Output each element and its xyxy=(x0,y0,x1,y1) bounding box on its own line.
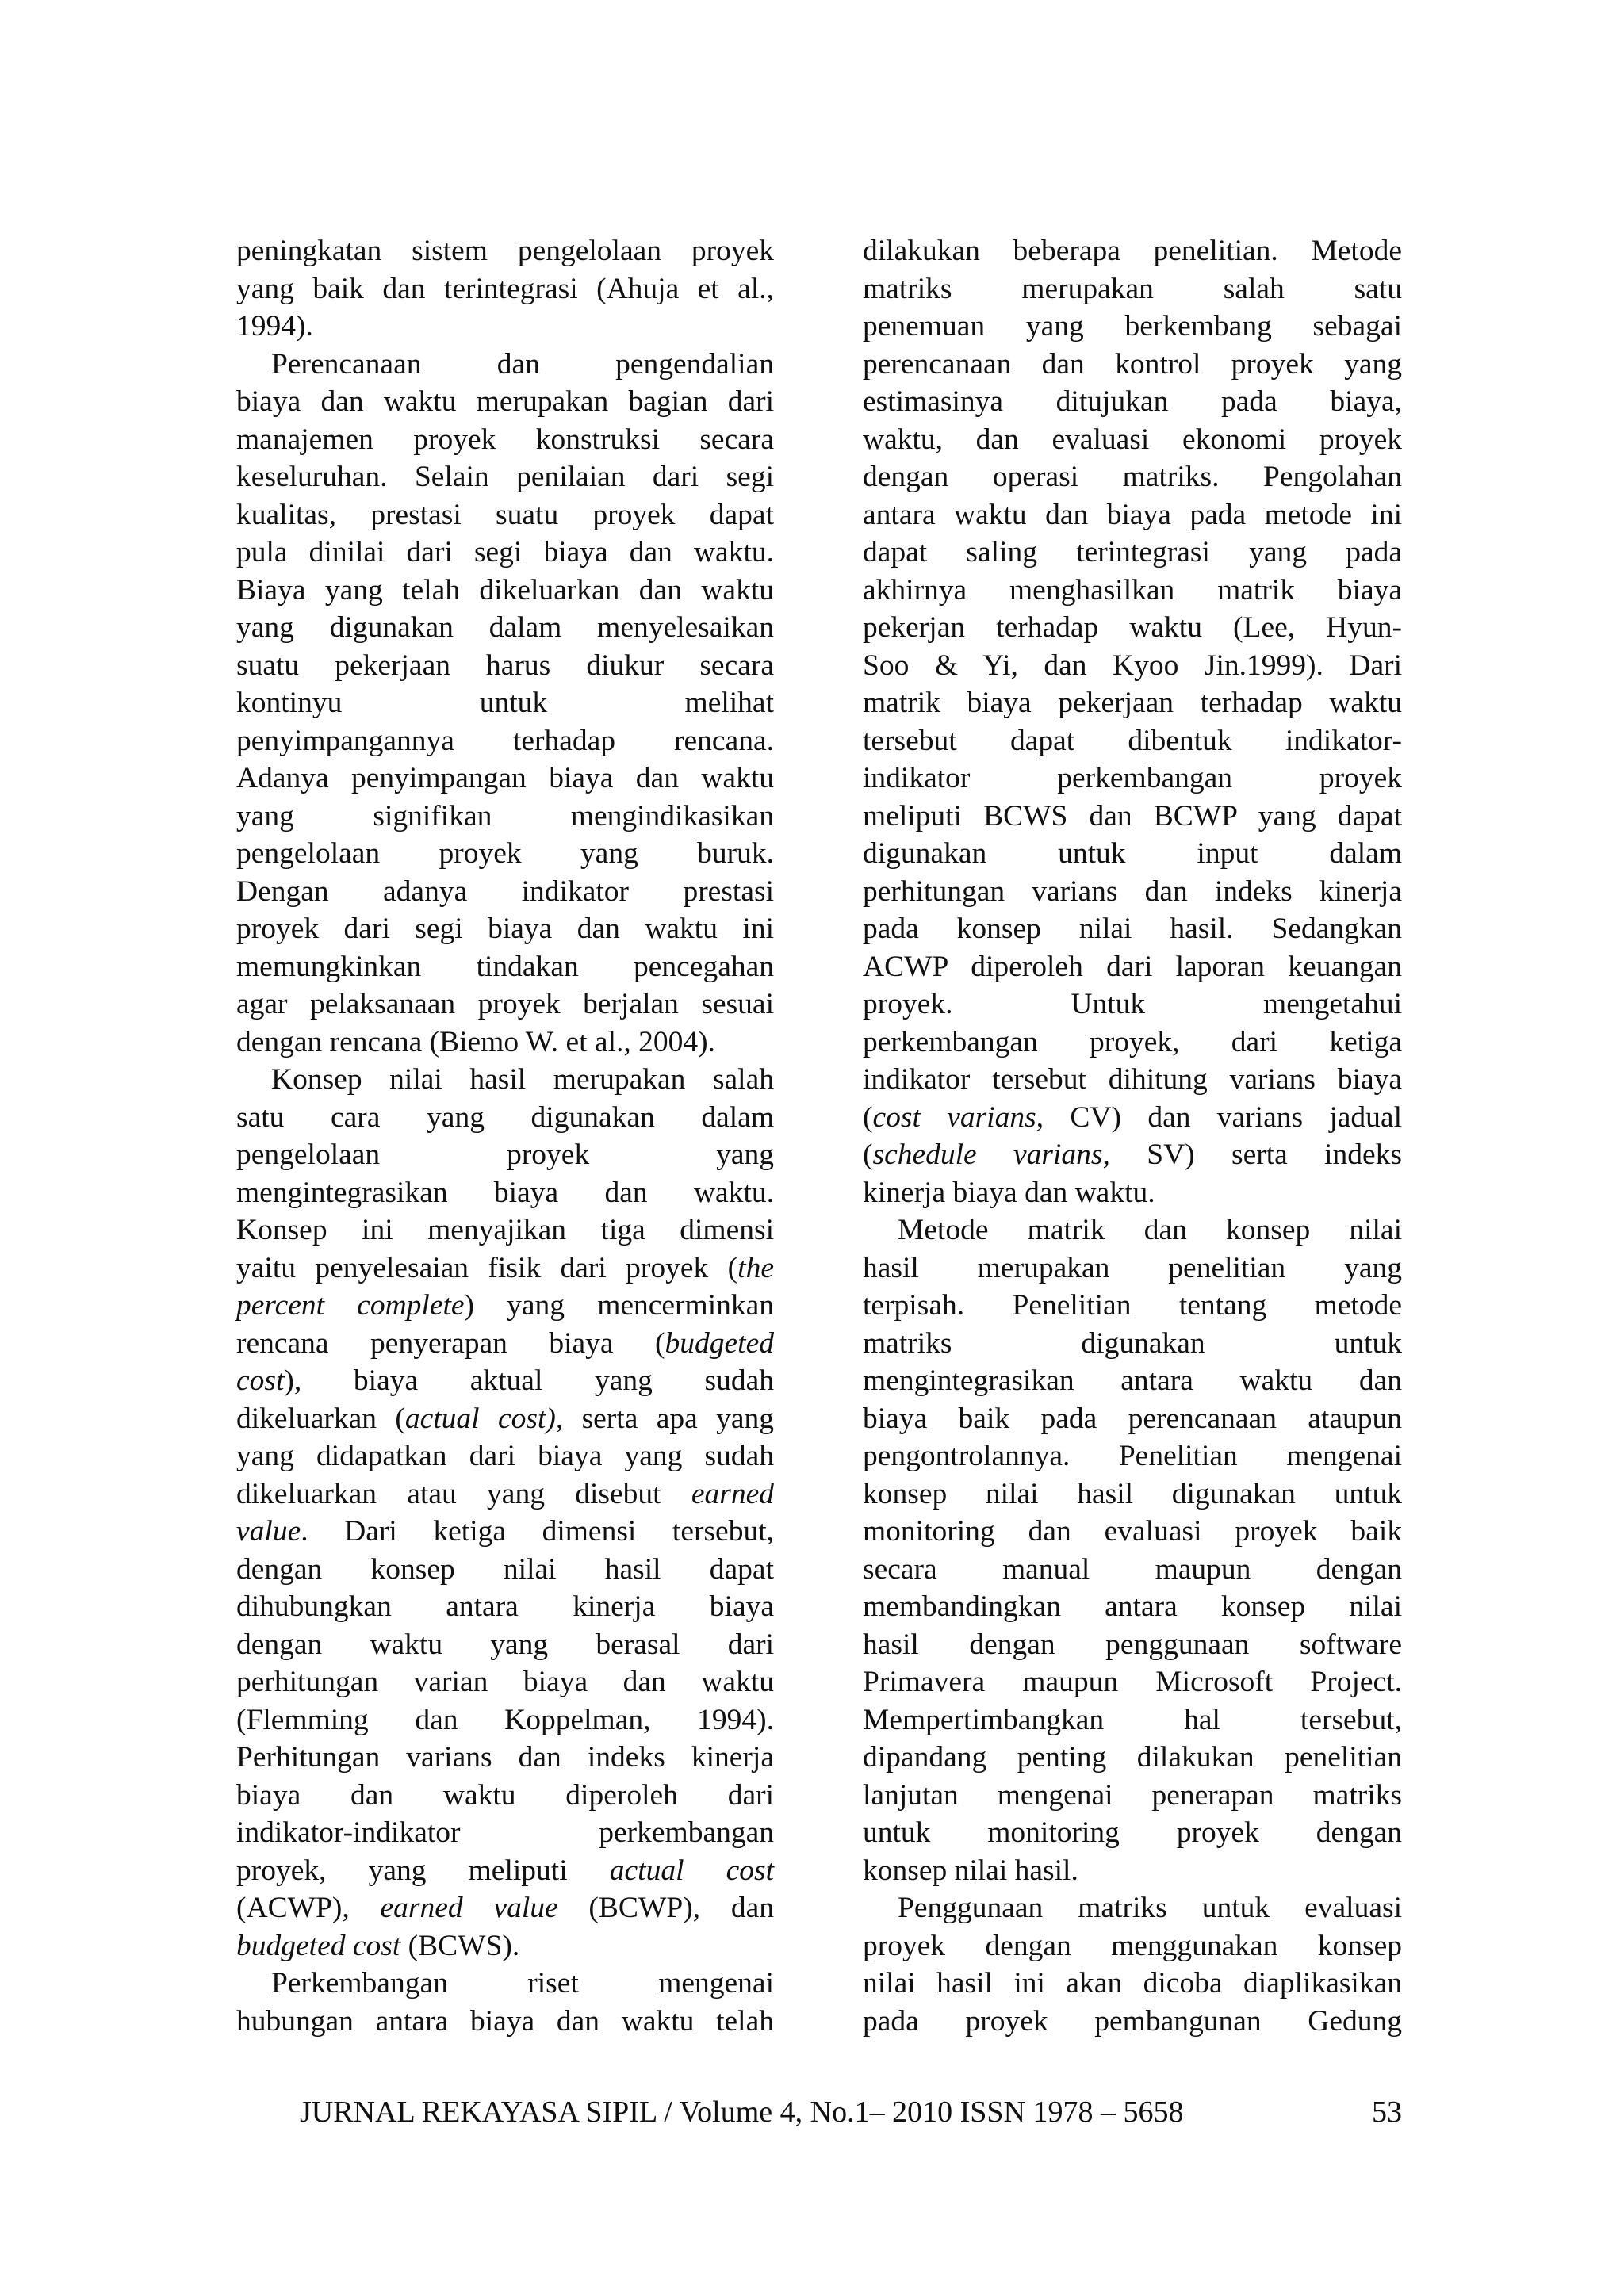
right-text-line: Mempertimbangkan hal tersebut, xyxy=(863,1703,1402,1736)
italic-term: cost xyxy=(236,1364,285,1397)
left-text-line: memungkinkan tindakan pencegahan xyxy=(236,950,774,983)
right-text-line: konsep nilai hasil digunakan untuk xyxy=(863,1477,1402,1510)
left-text-line: budgeted cost (BCWS). xyxy=(236,1929,520,1962)
left-text-line: yang baik dan terintegrasi (Ahuja et al., xyxy=(236,272,774,305)
left-column xyxy=(236,232,774,2040)
right-text-line: meliputi BCWS dan BCWP yang dapat xyxy=(863,799,1402,832)
right-text-line: lanjutan mengenai penerapan matriks xyxy=(863,1778,1402,1812)
left-text-line: proyek, yang meliputi actual cost xyxy=(236,1854,775,1887)
right-text-line: tersebut dapat dibentuk indikator- xyxy=(863,724,1402,757)
left-text-line: manajemen proyek konstruksi secara xyxy=(236,423,774,456)
left-text-line: Perencanaan dan pengendalian xyxy=(271,347,774,381)
left-text-line: dengan waktu yang berasal dari xyxy=(236,1628,774,1661)
left-text-line: perhitungan varian biaya dan waktu xyxy=(236,1666,774,1698)
journal-citation: JURNAL REKAYASA SIPIL / Volume 4, No.1– 2010 ISSN 1978 – 5658 xyxy=(300,2095,1184,2129)
right-text-line: dapat saling terintegrasi yang pada xyxy=(863,536,1402,568)
left-text-line: (Flemming dan Koppelman, 1994). xyxy=(236,1703,774,1736)
right-text-line: pada konsep nilai hasil. Sedangkan xyxy=(863,913,1402,945)
right-text-line: waktu, dan evaluasi ekonomi proyek xyxy=(863,423,1402,456)
right-text-line: biaya baik pada perencanaan ataupun xyxy=(863,1402,1402,1435)
left-text-line: Adanya penyimpangan biaya dan waktu xyxy=(236,762,774,794)
left-text-line: Dengan adanya indikator prestasi xyxy=(236,874,774,908)
right-text-line: matriks digunakan untuk xyxy=(863,1326,1402,1360)
right-text-line: perhitungan varians dan indeks kinerja xyxy=(863,874,1402,908)
left-text-line: (ACWP), earned value (BCWP), dan xyxy=(236,1892,774,1924)
left-text-line: satu cara yang digunakan dalam xyxy=(236,1100,774,1134)
right-text-line: antara waktu dan biaya pada metode ini xyxy=(863,498,1402,531)
right-text-line: membandingkan antara konsep nilai xyxy=(863,1590,1402,1623)
right-text-line: pada proyek pembangunan Gedung xyxy=(863,2004,1402,2038)
left-text-line: indikator-indikator perkembangan xyxy=(236,1816,774,1849)
right-text-line: perencanaan dan kontrol proyek yang xyxy=(863,347,1402,381)
right-text-line: hasil dengan penggunaan software xyxy=(863,1628,1402,1661)
italic-term: budgeted cost xyxy=(236,1929,401,1962)
left-text-line: peningkatan sistem pengelolaan proyek xyxy=(236,235,774,267)
right-text-line: pengontrolannya. Penelitian mengenai xyxy=(863,1440,1402,1472)
page-number: 53 xyxy=(1372,2095,1402,2129)
left-text-line: pengelolaan proyek yang xyxy=(236,1138,774,1171)
left-text-line: proyek dari segi biaya dan waktu ini xyxy=(236,913,774,945)
right-text-line: monitoring dan evaluasi proyek baik xyxy=(863,1515,1402,1548)
right-text-line: mengintegrasikan antara waktu dan xyxy=(863,1364,1402,1397)
right-text-line: perkembangan proyek, dari ketiga xyxy=(863,1025,1402,1058)
left-text-line: cost), biaya aktual yang sudah xyxy=(236,1364,774,1397)
right-text-line: matrik biaya pekerjaan terhadap waktu xyxy=(863,687,1402,719)
italic-term: cost varians xyxy=(872,1100,1036,1134)
left-text-line: Konsep ini menyajikan tiga dimensi xyxy=(236,1214,774,1246)
italic-term: schedule varians xyxy=(872,1138,1103,1171)
right-text-line: Metode matrik dan konsep nilai xyxy=(898,1214,1402,1246)
right-text-line: pekerjan terhadap waktu (Lee, Hyun- xyxy=(863,611,1402,644)
left-text-line: yang digunakan dalam menyelesaikan xyxy=(236,611,774,644)
right-text-line: Soo & Yi, dan Kyoo Jin.1999). Dari xyxy=(863,649,1402,682)
right-text-line: dengan operasi matriks. Pengolahan xyxy=(863,461,1402,493)
italic-term: actual cost), xyxy=(404,1402,564,1435)
left-text-line: hubungan antara biaya dan waktu telah xyxy=(236,2004,774,2038)
left-text-line: dengan konsep nilai hasil dapat xyxy=(236,1552,774,1586)
right-text-line: estimasinya ditujukan pada biaya, xyxy=(863,385,1402,418)
right-text-line: indikator perkembangan proyek xyxy=(863,762,1402,794)
left-text-line: yang didapatkan dari biaya yang sudah xyxy=(236,1440,774,1472)
right-text-line: (schedule varians, SV) serta indeks xyxy=(863,1138,1402,1171)
left-text-line: Perhitungan varians dan indeks kinerja xyxy=(236,1741,774,1774)
left-text-line: penyimpangannya terhadap rencana. xyxy=(236,724,774,757)
left-text-line: value. Dari ketiga dimensi tersebut, xyxy=(236,1515,774,1548)
right-text-line: Penggunaan matriks untuk evaluasi xyxy=(898,1892,1402,1924)
italic-term: actual cost xyxy=(609,1854,775,1887)
left-text-line: Biaya yang telah dikeluarkan dan waktu xyxy=(236,573,774,607)
left-text-line: dengan rencana (Biemo W. et al., 2004). xyxy=(236,1025,715,1058)
left-text-line: Konsep nilai hasil merupakan salah xyxy=(271,1063,774,1096)
right-text-line: dipandang penting dilakukan penelitian xyxy=(863,1741,1402,1774)
right-text-line: konsep nilai hasil. xyxy=(863,1854,1078,1887)
left-text-line: rencana penyerapan biaya (budgeted xyxy=(236,1326,774,1360)
left-text-line: dikeluarkan (actual cost), serta apa yang xyxy=(236,1402,774,1435)
right-text-line: proyek dengan menggunakan konsep xyxy=(863,1929,1402,1962)
left-text-line: keseluruhan. Selain penilaian dari segi xyxy=(236,461,774,493)
right-text-line: secara manual maupun dengan xyxy=(863,1552,1402,1586)
left-text-line: suatu pekerjaan harus diukur secara xyxy=(236,649,774,682)
left-text-line: kualitas, prestasi suatu proyek dapat xyxy=(236,498,774,531)
left-text-line: pengelolaan proyek yang buruk. xyxy=(236,837,774,870)
right-text-line: dilakukan beberapa penelitian. Metode xyxy=(863,235,1402,267)
italic-term: the xyxy=(737,1251,774,1284)
italic-term: value xyxy=(236,1515,301,1548)
left-text-line: percent complete) yang mencerminkan xyxy=(236,1289,775,1322)
right-column xyxy=(863,232,1402,2040)
left-text-line: mengintegrasikan biaya dan waktu. xyxy=(236,1176,774,1209)
left-text-line: Perkembangan riset mengenai xyxy=(271,1967,774,1999)
left-text-line: pula dinilai dari segi biaya dan waktu. xyxy=(236,536,774,568)
left-text-line: yaitu penyelesaian fisik dari proyek (the xyxy=(236,1251,774,1284)
right-text-line: (cost varians, CV) dan varians jadual xyxy=(863,1100,1402,1134)
right-text-line: nilai hasil ini akan dicoba diaplikasikan xyxy=(863,1967,1402,1999)
italic-term: budgeted xyxy=(665,1326,774,1360)
left-text-line: biaya dan waktu diperoleh dari xyxy=(236,1778,774,1812)
right-text-line: digunakan untuk input dalam xyxy=(863,837,1402,870)
italic-term: percent complete xyxy=(236,1289,465,1322)
right-text-line: ACWP diperoleh dari laporan keuangan xyxy=(863,950,1402,983)
italic-term: earned value xyxy=(380,1892,558,1924)
right-text-line: akhirnya menghasilkan matrik biaya xyxy=(863,573,1402,607)
right-text-line: hasil merupakan penelitian yang xyxy=(863,1251,1402,1284)
left-text-line: 1994). xyxy=(236,310,313,342)
right-text-line: untuk monitoring proyek dengan xyxy=(863,1816,1402,1849)
right-text-line: proyek. Untuk mengetahui xyxy=(863,988,1402,1020)
left-text-line: dikeluarkan atau yang disebut earned xyxy=(236,1477,774,1510)
right-text-line: indikator tersebut dihitung varians biaya xyxy=(863,1063,1402,1096)
right-text-line: kinerja biaya dan waktu. xyxy=(863,1176,1155,1209)
left-text-line: dihubungkan antara kinerja biaya xyxy=(236,1590,774,1623)
right-text-line: penemuan yang berkembang sebagai xyxy=(863,310,1402,342)
left-text-line: yang signifikan mengindikasikan xyxy=(236,799,774,832)
left-text-line: agar pelaksanaan proyek berjalan sesuai xyxy=(236,988,774,1020)
italic-term: earned xyxy=(691,1477,774,1510)
left-text-line: biaya dan waktu merupakan bagian dari xyxy=(236,385,774,418)
left-text-line: kontinyu untuk melihat xyxy=(236,687,774,719)
right-text-line: Primavera maupun Microsoft Project. xyxy=(863,1666,1402,1698)
right-text-line: terpisah. Penelitian tentang metode xyxy=(863,1289,1402,1322)
right-text-line: matriks merupakan salah satu xyxy=(863,272,1402,305)
